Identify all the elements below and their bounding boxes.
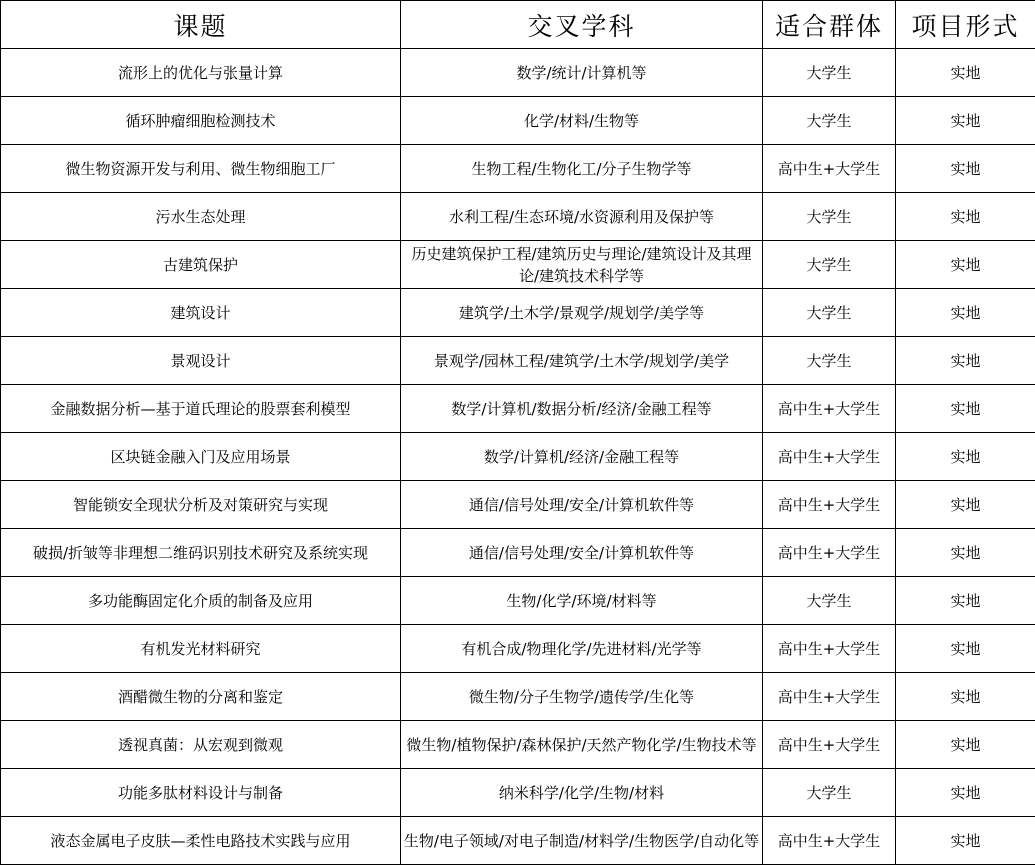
- cell-topic: 酒醋微生物的分离和鉴定: [1, 673, 401, 721]
- cell-audience: 高中生+大学生: [763, 529, 896, 577]
- table-row: [1, 817, 1035, 865]
- table-row: [1, 433, 1035, 481]
- cell-topic: 有机发光材料研究: [1, 625, 401, 673]
- cell-audience: 高中生+大学生: [763, 721, 896, 769]
- table-row: [1, 481, 1035, 529]
- cell-format: 实地: [896, 577, 1035, 625]
- header-disciplines: 交叉学科: [401, 1, 763, 49]
- cell-disciplines: 生物/化学/环境/材料等: [401, 577, 763, 625]
- cell-audience: 大学生: [763, 337, 896, 385]
- table-row: [1, 721, 1035, 769]
- cell-topic: 污水生态处理: [1, 193, 401, 241]
- cell-audience: 大学生: [763, 289, 896, 337]
- cell-topic: 建筑设计: [1, 289, 401, 337]
- cell-audience: 大学生: [763, 577, 896, 625]
- cell-format: 实地: [896, 721, 1035, 769]
- cell-audience: 高中生+大学生: [763, 673, 896, 721]
- cell-audience: 大学生: [763, 769, 896, 817]
- cell-audience: 高中生+大学生: [763, 433, 896, 481]
- header-audience: 适合群体: [763, 1, 896, 49]
- cell-audience: 大学生: [763, 97, 896, 145]
- cell-disciplines: 生物工程/生物化工/分子生物学等: [401, 145, 763, 193]
- cell-audience: 大学生: [763, 241, 896, 289]
- table-row: [1, 529, 1035, 577]
- cell-audience: 高中生+大学生: [763, 145, 896, 193]
- cell-disciplines: 纳米科学/化学/生物/材料: [401, 769, 763, 817]
- cell-topic: 古建筑保护: [1, 241, 401, 289]
- table-row: [1, 385, 1035, 433]
- table-row: [1, 289, 1035, 337]
- cell-topic: 金融数据分析—基于道氏理论的股票套利模型: [1, 385, 401, 433]
- cell-format: 实地: [896, 625, 1035, 673]
- cell-topic: 液态金属电子皮肤—柔性电路技术实践与应用: [1, 817, 401, 865]
- cell-format: 实地: [896, 193, 1035, 241]
- cell-disciplines: 化学/材料/生物等: [401, 97, 763, 145]
- cell-audience: 高中生+大学生: [763, 625, 896, 673]
- cell-disciplines: 通信/信号处理/安全/计算机软件等: [401, 529, 763, 577]
- table-row: [1, 193, 1035, 241]
- cell-audience: 高中生+大学生: [763, 817, 896, 865]
- cell-disciplines: 数学/统计/计算机等: [401, 49, 763, 97]
- cell-format: 实地: [896, 769, 1035, 817]
- cell-disciplines: 景观学/园林工程/建筑学/土木学/规划学/美学: [401, 337, 763, 385]
- cell-format: 实地: [896, 337, 1035, 385]
- cell-format: 实地: [896, 481, 1035, 529]
- cell-disciplines: 水利工程/生态环境/水资源利用及保护等: [401, 193, 763, 241]
- table-row: [1, 241, 1035, 289]
- cell-format: 实地: [896, 289, 1035, 337]
- table-row: [1, 577, 1035, 625]
- cell-disciplines: 生物/电子领域/对电子制造/材料学/生物医学/自动化等: [401, 817, 763, 865]
- cell-format: 实地: [896, 145, 1035, 193]
- cell-topic: 透视真菌：从宏观到微观: [1, 721, 401, 769]
- cell-topic: 区块链金融入门及应用场景: [1, 433, 401, 481]
- cell-disciplines: 建筑学/土木学/景观学/规划学/美学等: [401, 289, 763, 337]
- table-row: [1, 625, 1035, 673]
- cell-disciplines: 微生物/分子生物学/遗传学/生化等: [401, 673, 763, 721]
- cell-topic: 功能多肽材料设计与制备: [1, 769, 401, 817]
- cell-format: 实地: [896, 97, 1035, 145]
- cell-topic: 流形上的优化与张量计算: [1, 49, 401, 97]
- cell-topic: 多功能酶固定化介质的制备及应用: [1, 577, 401, 625]
- cell-format: 实地: [896, 817, 1035, 865]
- cell-format: 实地: [896, 49, 1035, 97]
- cell-audience: 大学生: [763, 49, 896, 97]
- cell-disciplines: 数学/计算机/经济/金融工程等: [401, 433, 763, 481]
- header-format: 项目形式: [896, 1, 1035, 49]
- cell-format: 实地: [896, 241, 1035, 289]
- cell-topic: 破损/折皱等非理想二维码识别技术研究及系统实现: [1, 529, 401, 577]
- cell-topic: 循环肿瘤细胞检测技术: [1, 97, 401, 145]
- cell-audience: 高中生+大学生: [763, 481, 896, 529]
- cell-topic: 微生物资源开发与利用、微生物细胞工厂: [1, 145, 401, 193]
- cell-disciplines: 历史建筑保护工程/建筑历史与理论/建筑设计及其理论/建筑技术科学等: [401, 241, 763, 289]
- table-row: [1, 145, 1035, 193]
- header-row: [1, 1, 1035, 49]
- cell-format: 实地: [896, 529, 1035, 577]
- header-topic: 课题: [1, 1, 401, 49]
- cell-disciplines: 数学/计算机/数据分析/经济/金融工程等: [401, 385, 763, 433]
- cell-audience: 高中生+大学生: [763, 385, 896, 433]
- table-row: [1, 769, 1035, 817]
- table-row: [1, 49, 1035, 97]
- table-row: [1, 97, 1035, 145]
- cell-disciplines: 微生物/植物保护/森林保护/天然产物化学/生物技术等: [401, 721, 763, 769]
- cell-disciplines: 通信/信号处理/安全/计算机软件等: [401, 481, 763, 529]
- table-row: [1, 337, 1035, 385]
- cell-disciplines: 有机合成/物理化学/先进材料/光学等: [401, 625, 763, 673]
- table-body: [1, 49, 1035, 865]
- cell-format: 实地: [896, 385, 1035, 433]
- cell-format: 实地: [896, 433, 1035, 481]
- cell-topic: 智能锁安全现状分析及对策研究与实现: [1, 481, 401, 529]
- cell-format: 实地: [896, 673, 1035, 721]
- table-row: [1, 673, 1035, 721]
- cell-topic: 景观设计: [1, 337, 401, 385]
- cell-audience: 大学生: [763, 193, 896, 241]
